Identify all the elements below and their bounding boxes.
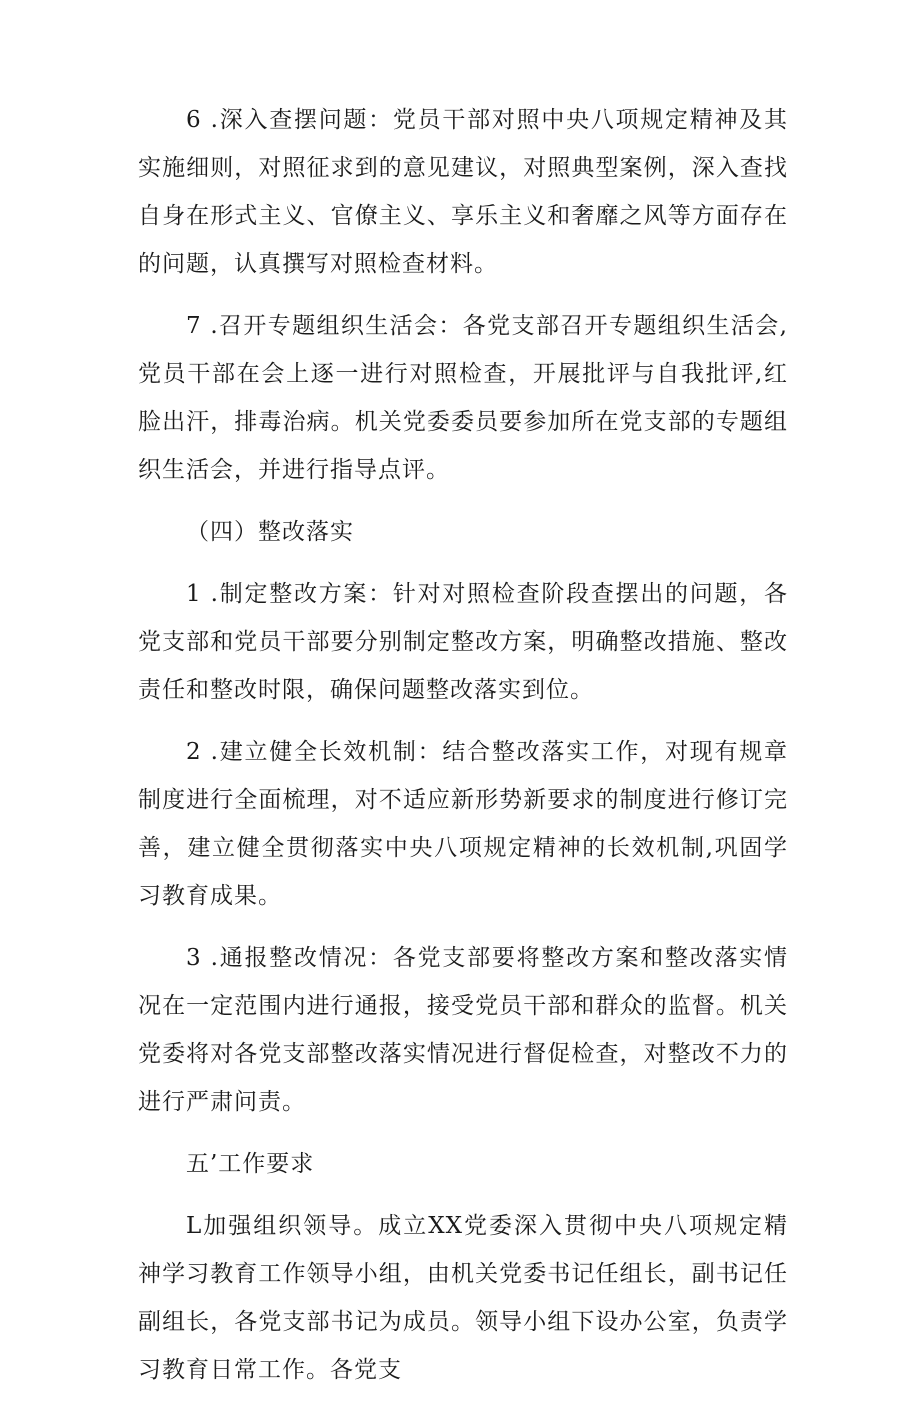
paragraph-item-6: 6 .深入查摆问题：党员干部对照中央八项规定精神及其实施细则，对照征求到的意见建议，对照典型案例，深入查找自身在形式主义、官僚主义、享乐主义和奢靡之风等方面存在的问题，认真撰写对照检查材料。 xyxy=(138,107,788,277)
paragraph-item-2: 2 .建立健全长效机制：结合整改落实工作，对现有规章制度进行全面梳理，对不适应新形势新要求的制度进行修订完善，建立健全贯彻落实中央八项规定精神的长效机制,巩固学习教育成果。 xyxy=(138,739,788,909)
paragraph-item-3: 3 .通报整改情况：各党支部要将整改方案和整改落实情况在一定范围内进行通报，接受党员干部和群众的监督。机关党委将对各党支部整改落实情况进行督促检查，对整改不力的进行严肃问责。 xyxy=(138,945,788,1115)
section-heading-work-requirements: 五’工作要求 xyxy=(186,1151,315,1177)
paragraph-organization-leadership: L加强组织领导。成立XX党委深入贯彻中央八项规定精神学习教育工作领导小组，由机关党委书记任组长，副书记任副组长，各党支部书记为成员。领导小组下设办公室，负责学习教育日常工作。各党支 xyxy=(138,1213,788,1383)
paragraph-item-7: 7 .召开专题组织生活会：各党支部召开专题组织生活会,党员干部在会上逐一进行对照检查，开展批评与自我批评,红脸出汗，排毒治病。机关党委委员要参加所在党支部的专题组织生活会，并进行指导点评。 xyxy=(138,313,788,483)
paragraph-item-1: 1 .制定整改方案：针对对照检查阶段查摆出的问题，各党支部和党员干部要分别制定整改方案，明确整改措施、整改责任和整改时限，确保问题整改落实到位。 xyxy=(138,581,788,703)
section-heading-rectification: （四）整改落实 xyxy=(186,519,354,545)
document-body xyxy=(138,96,788,1408)
